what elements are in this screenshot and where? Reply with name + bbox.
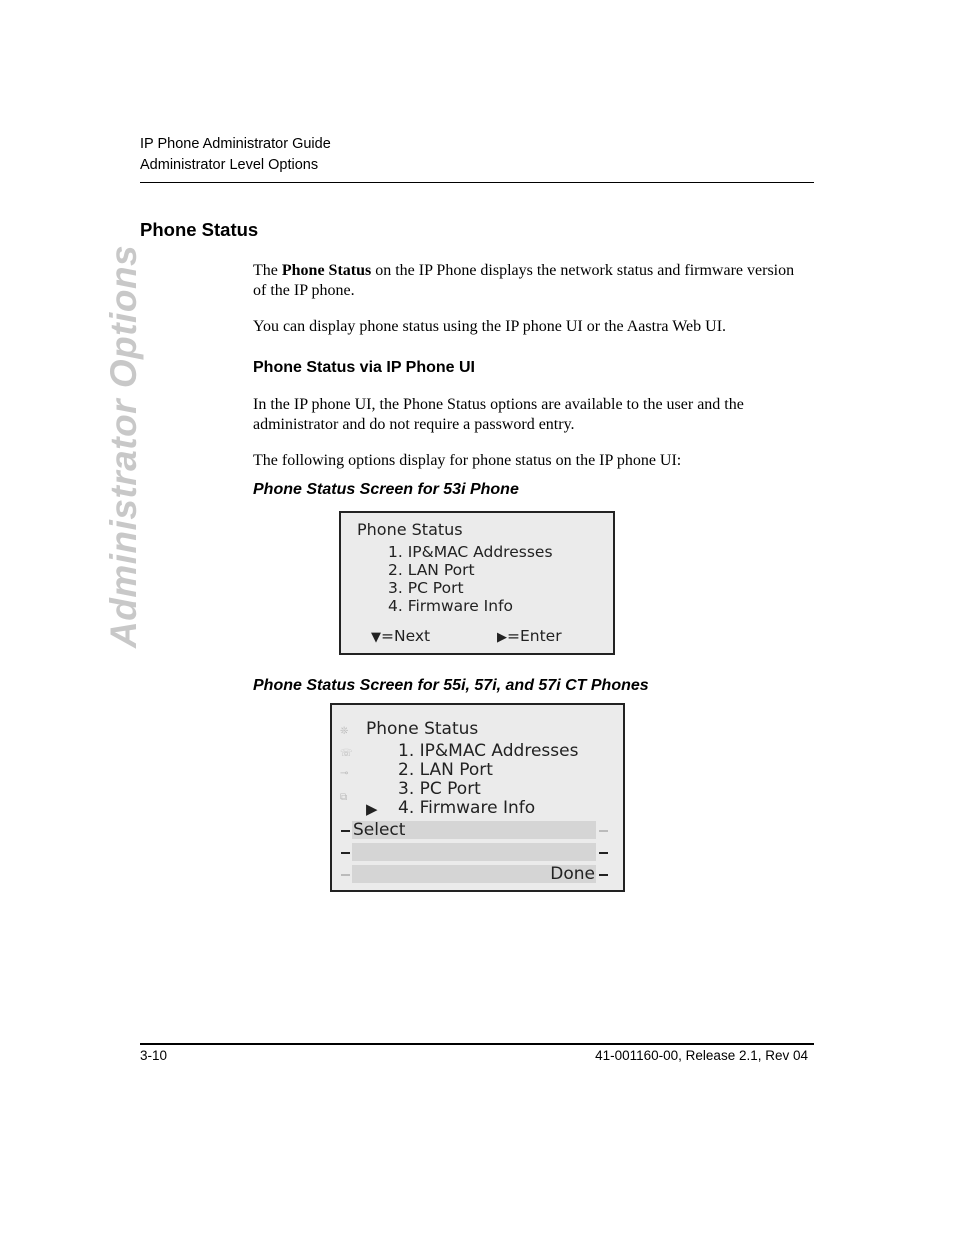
screen55-title: Phone Status bbox=[366, 719, 479, 739]
key-icon: ⊸ bbox=[340, 768, 349, 779]
settings-icon: ❊ bbox=[340, 726, 349, 737]
screen53-option: 2. LAN Port bbox=[388, 561, 475, 579]
intro-paragraph-1 bbox=[253, 261, 798, 301]
screen53-next-hint bbox=[371, 627, 430, 645]
intro-p1-before: The bbox=[253, 262, 282, 279]
section-title: Phone Status bbox=[140, 219, 259, 240]
phone-screen-55i bbox=[330, 703, 625, 892]
figure-caption-55i: Phone Status Screen for 55i, 57i, and 57i CT Phones bbox=[253, 677, 649, 694]
screen55-option: 1. IP&MAC Addresses bbox=[398, 741, 579, 761]
screen53-option: 1. IP&MAC Addresses bbox=[388, 543, 553, 561]
intro-p1-bold: Phone Status bbox=[281, 262, 372, 279]
softkey-marker bbox=[599, 830, 608, 832]
screen53-option: 4. Firmware Info bbox=[388, 597, 514, 615]
screen55-option: 2. LAN Port bbox=[398, 760, 493, 780]
selector-arrow-icon: ▶ bbox=[366, 800, 378, 818]
figure-caption-53i: Phone Status Screen for 53i Phone bbox=[253, 481, 519, 498]
header-guide-title: IP Phone Administrator Guide bbox=[140, 136, 331, 152]
screen53-title: Phone Status bbox=[357, 520, 463, 539]
subsection-paragraph-1: In the IP phone UI, the Phone Status options are available to the user and the administrator and do not require a password entry. bbox=[253, 396, 744, 433]
enter-label: =Enter bbox=[507, 627, 562, 645]
softkey-marker bbox=[599, 874, 608, 876]
softkey-marker bbox=[341, 874, 350, 876]
intro-p1-after: on the IP Phone displays the network status and firmware version of the IP phone. bbox=[253, 262, 795, 299]
softkey-marker bbox=[341, 852, 350, 854]
softkey-bar bbox=[352, 843, 596, 861]
document-id: 41-001160-00, Release 2.1, Rev 04 bbox=[595, 1048, 808, 1063]
media-icon: ⧉ bbox=[340, 792, 348, 803]
page-number: 3-10 bbox=[140, 1048, 168, 1063]
phone-icon: ☏ bbox=[340, 748, 353, 759]
header-rule bbox=[140, 182, 814, 183]
down-arrow-icon: ▼ bbox=[371, 630, 381, 645]
screen53-option: 3. PC Port bbox=[388, 579, 464, 597]
softkey-select: Select bbox=[353, 820, 406, 840]
screen53-enter-hint bbox=[497, 627, 562, 645]
intro-paragraph-2: You can display phone status using the IP phone UI or the Aastra Web UI. bbox=[253, 318, 727, 335]
subsection-paragraph-2: The following options display for phone status on the IP phone UI: bbox=[253, 452, 682, 469]
footer-rule bbox=[140, 1043, 814, 1045]
next-label: =Next bbox=[381, 627, 431, 645]
softkey-marker bbox=[599, 852, 608, 854]
softkey-marker bbox=[341, 830, 350, 832]
softkey-done: Done bbox=[550, 864, 595, 884]
side-chapter-title: Administrator Options bbox=[103, 244, 144, 648]
phone-screen-53i bbox=[339, 511, 615, 655]
screen55-option: 4. Firmware Info bbox=[398, 798, 536, 818]
screen55-option: 3. PC Port bbox=[398, 779, 481, 799]
subsection-title: Phone Status via IP Phone UI bbox=[253, 359, 475, 376]
header-chapter-title: Administrator Level Options bbox=[140, 157, 319, 173]
right-arrow-icon: ▶ bbox=[497, 630, 507, 645]
